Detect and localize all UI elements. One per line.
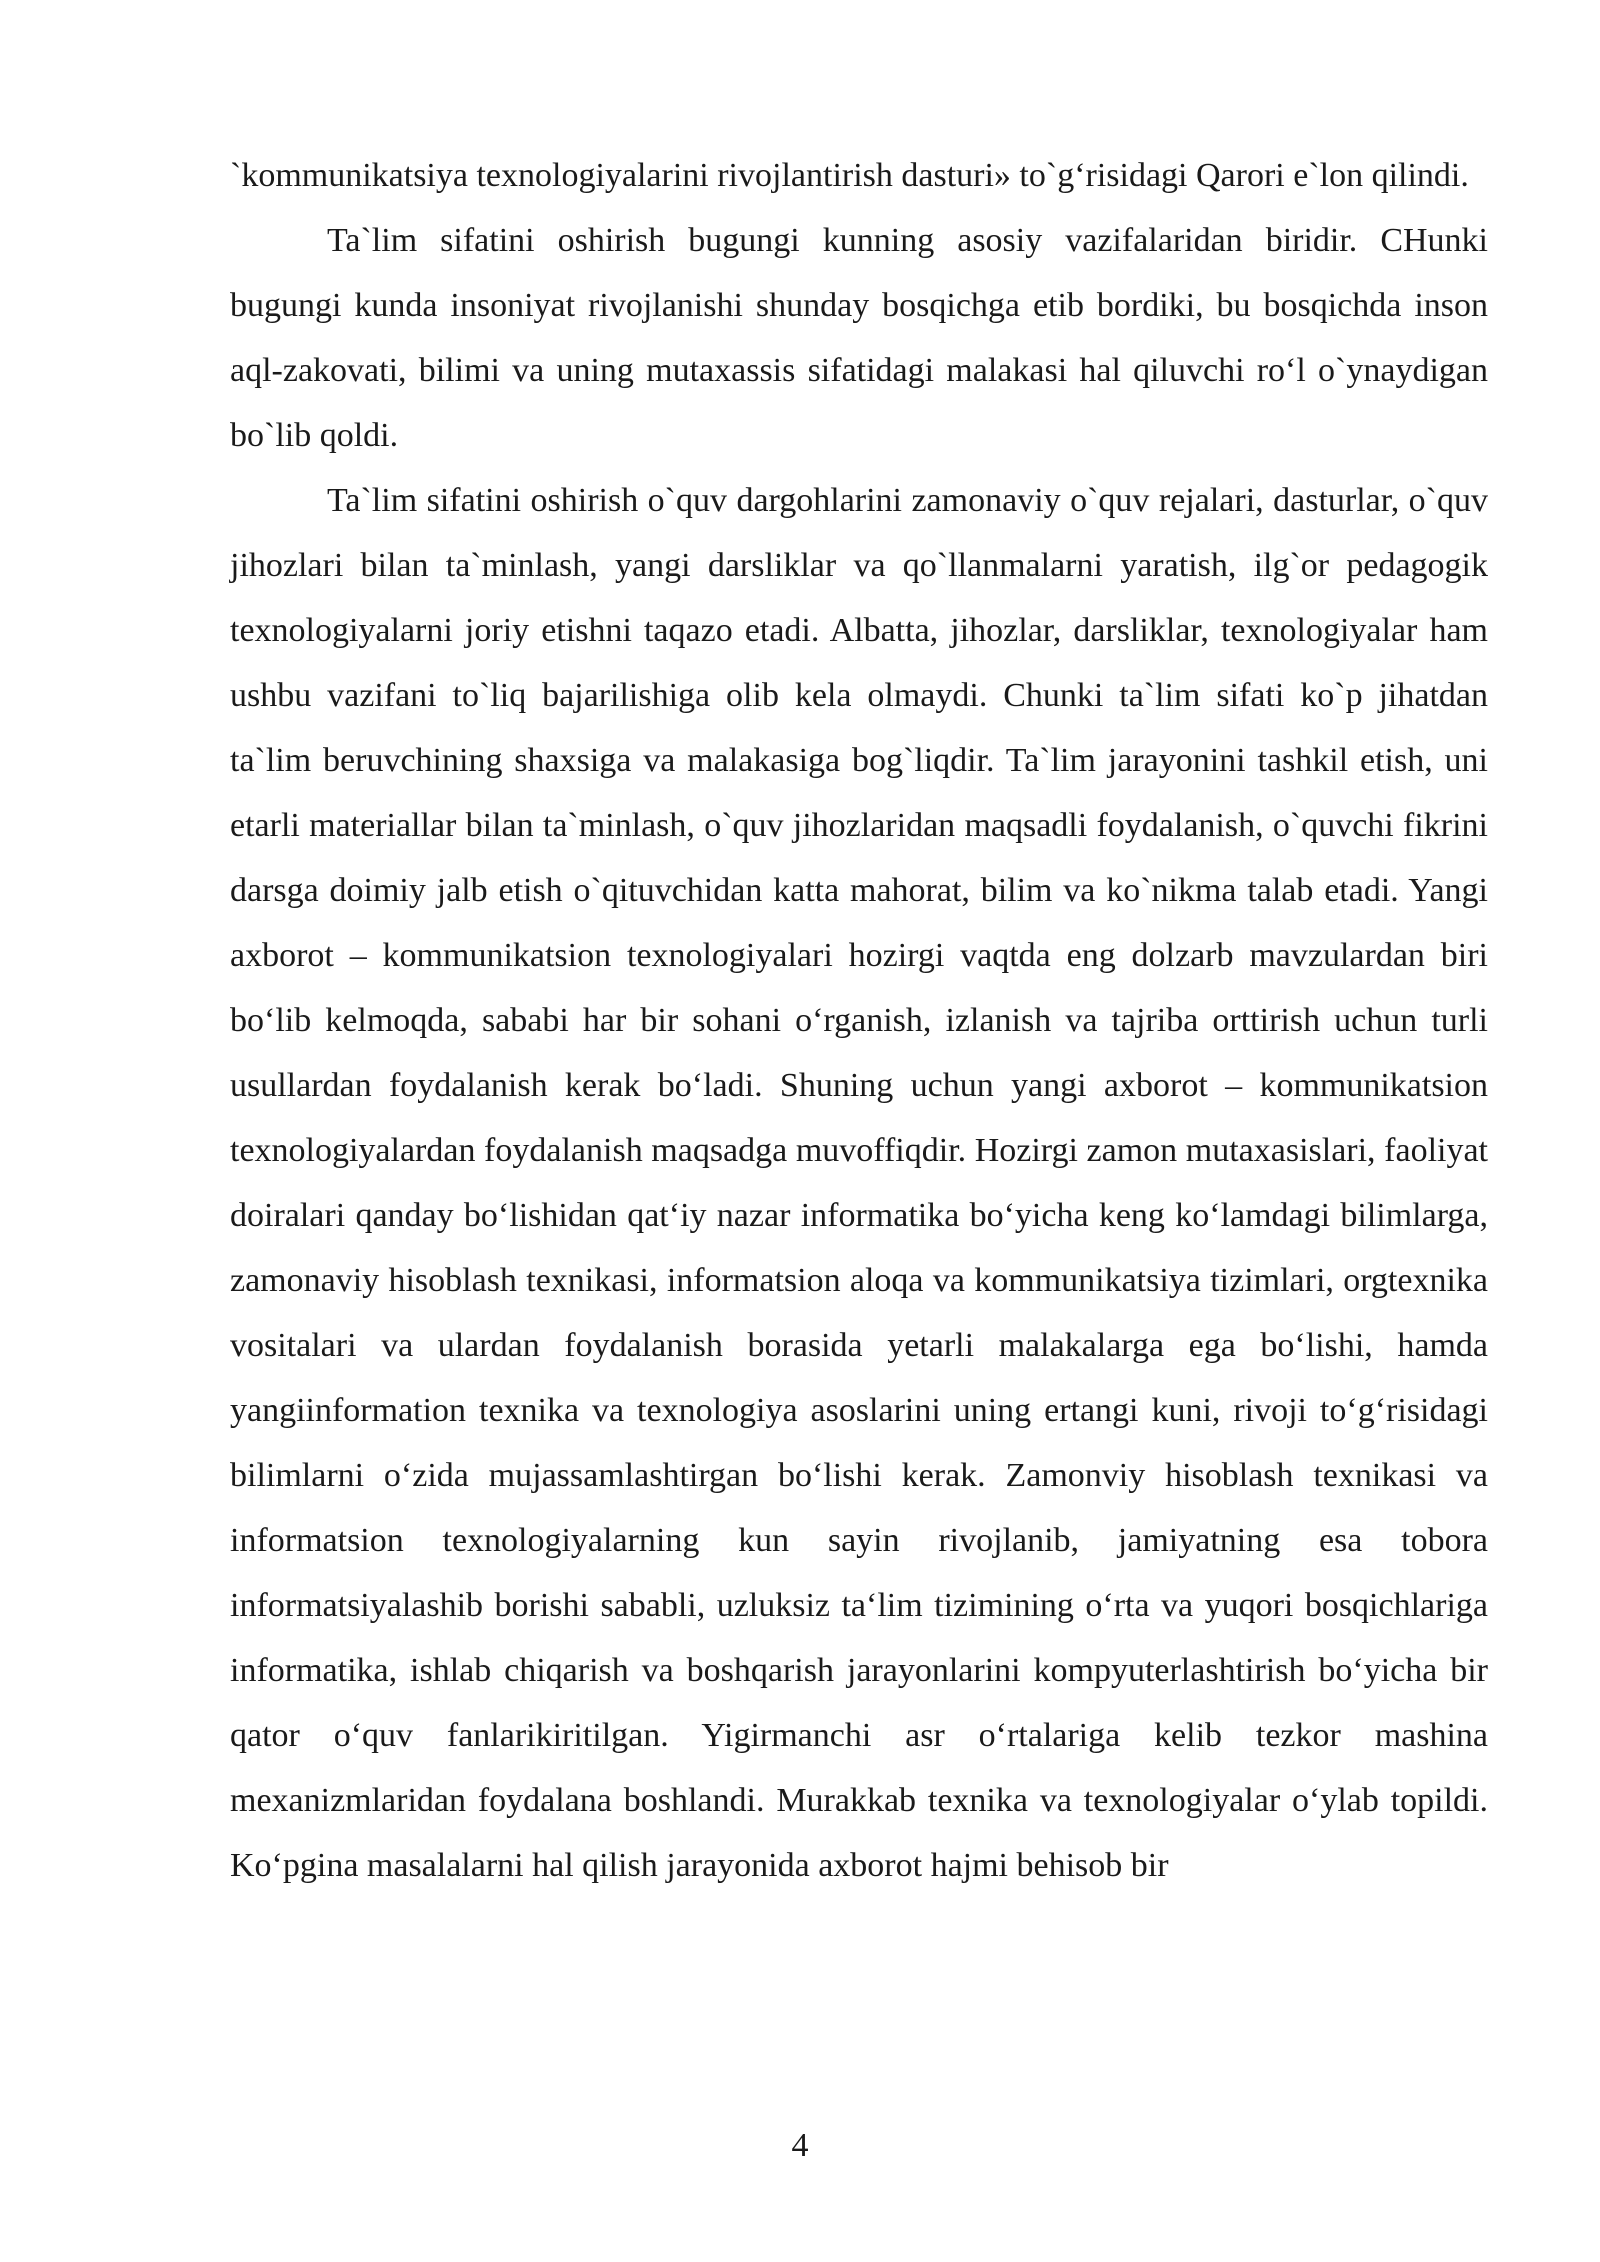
paragraph-quality-of-education: Ta`lim sifatini oshirish bugungi kunning asosiy vazifalaridan biridir. CHunki bugungi kunda insoniyat rivojlanishi shunday bosqichga etib bordiki, bu bosqichda inson aql-zakovati, bilimi va uning mutaxassis sifatidagi malakasi hal qiluvchi ro‘l o`ynaydigan bo`lib qoldi.: [230, 222, 1488, 454]
paragraph-continuation: `kommunikatsiya texnologiyalarini rivojlantirish dasturi» to`g‘risidagi Qarori e`lon qilindi.: [230, 157, 1469, 194]
document-body: [230, 143, 1488, 1898]
page-number: 4: [791, 2127, 809, 2164]
paragraph-education-improvement: Ta`lim sifatini oshirish o`quv dargohlarini zamonaviy o`quv rejalari, dasturlar, o`quv jihozlari bilan ta`minlash, yangi darsliklar va qo`llanmalarni yaratish, ilg`or pedagogik texnologiyalarni joriy etishni taqazo etadi. Albatta, jihozlar, darsliklar, texnologiyalar ham ushbu vazifani to`liq bajarilishiga olib kela olmaydi. Chunki ta`lim sifati ko`p jihatdan ta`lim beruvchining shaxsiga va malakasiga bog`liqdir. Ta`lim jarayonini tashkil etish, uni etarli materiallar bilan ta`minlash, o`quv jihozlaridan maqsadli foydalanish, o`quvchi fikrini darsga doimiy jalb etish o`qituvchidan katta mahorat, bilim va ko`nikma talab etadi. Yangi axborot – kommunikatsion texnologiyalari hozirgi vaqtda eng dolzarb mavzulardan biri bo‘lib kelmoqda, sababi har bir sohani o‘rganish, izlanish va tajriba orttirish uchun turli usullardan foydalanish kerak bo‘ladi. Shuning uchun yangi axborot – kommunikatsion texnologiyalardan foydalanish maqsadga muvoffiqdir. Hozirgi zamon mutaxasislari, faoliyat doiralari qanday bo‘lishidan qat‘iy nazar informatika bo‘yicha keng ko‘lamdagi bilimlarga, zamonaviy hisoblash texnikasi, informatsion aloqa va kommunikatsiya tizimlari, orgtexnika vositalari va ulardan foydalanish borasida yetarli malakalarga ega bo‘lishi, hamda yangiinformation texnika va texnologiya asoslarini uning ertangi kuni, rivoji to‘g‘risidagi bilimlarni o‘zida mujassamlashtirgan bo‘lishi kerak. Zamonviy hisoblash texnikasi va informatsion texnologiyalarning kun sayin rivojlanib, jamiyatning esa tobora informatsiyalashib borishi sababli, uzluksiz ta‘lim tizimining o‘rta va yuqori bosqichlariga informatika, ishlab chiqarish va boshqarish jarayonlarini kompyuterlashtirish bo‘yicha bir qator o‘quv fanlarikiritilgan. Yigirmanchi asr o‘rtalariga kelib tezkor mashina mexanizmlaridan foydalana boshlandi. Murakkab texnika va texnologiyalar o‘ylab topildi. Ko‘pgina masalalarni hal qilish jarayonida axborot hajmi behisob bir: [230, 482, 1488, 1884]
